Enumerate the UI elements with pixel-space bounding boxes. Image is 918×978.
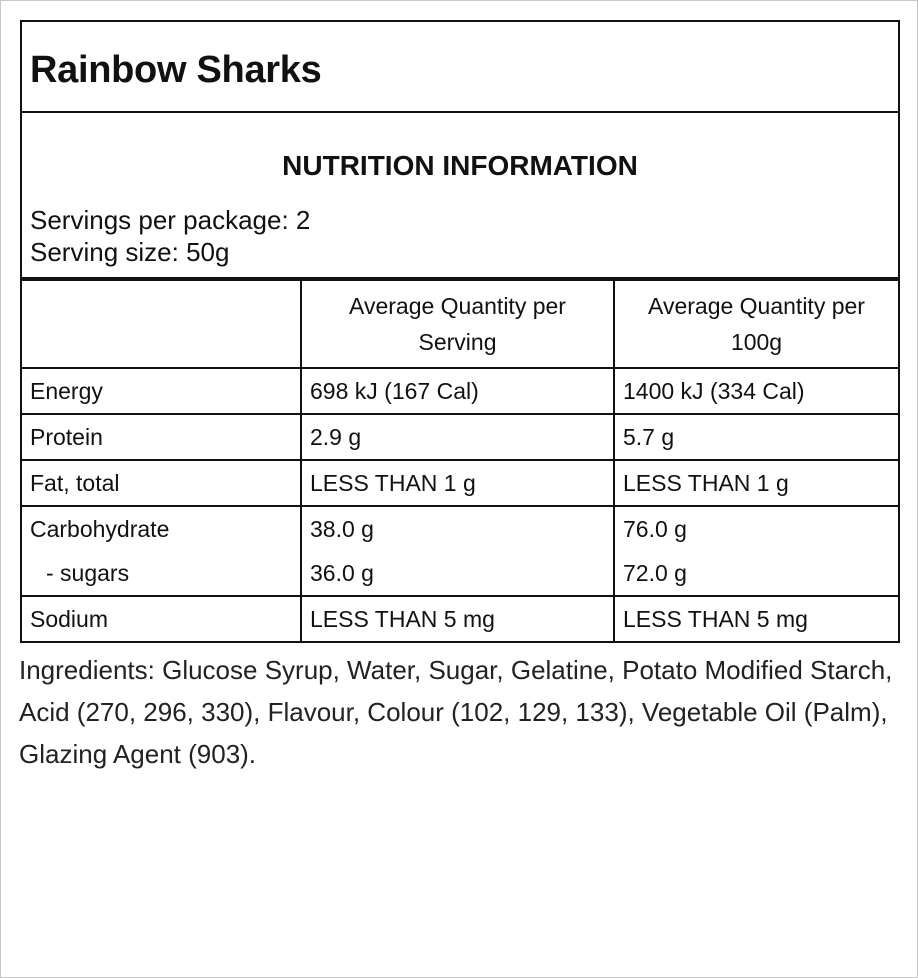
row-per-100g: 1400 kJ (334 Cal) [614,368,899,414]
servings-per-package: Servings per package: 2 [30,205,311,235]
table-row-fat [21,460,899,506]
header-per-serving: Average Quantity per Serving [301,280,614,368]
row-label: Energy [21,368,301,414]
row-per-100g: LESS THAN 5 mg [614,596,899,642]
servings-block [30,204,310,268]
row-per-serving: 698 kJ (167 Cal) [301,368,614,414]
product-title: Rainbow Sharks [22,22,898,113]
header-per-100g: Average Quantity per 100g [614,280,899,368]
row-per-100g: 5.7 g [614,414,899,460]
row-per-serving: 38.0 g [310,516,374,542]
ingredients-text: Ingredients: Glucose Syrup, Water, Sugar, Gelatine, Potato Modified Starch, Acid (270, 296, 330), Flavour, Colour (102, 129, 133), Vegetable Oil (Palm), Glazing Agent (903). [19,655,893,769]
nutrition-header [22,113,898,279]
serving-size: Serving size: 50g [30,237,230,267]
row-label-group [21,506,301,596]
nutrition-title: NUTRITION INFORMATION [282,150,638,181]
row-per-serving: LESS THAN 5 mg [301,596,614,642]
table-row-energy [21,368,899,414]
row-per-100g: 76.0 g [623,516,687,542]
row-per-serving: LESS THAN 1 g [301,460,614,506]
row-per-100g: LESS THAN 1 g [614,460,899,506]
row-per-serving-sugars: 36.0 g [310,560,374,586]
nutrition-panel [20,20,900,643]
header-label-cell [21,280,301,368]
row-per-100g-sugars: 72.0 g [623,560,687,586]
table-row-carbohydrate [21,506,899,596]
nutrition-table [20,279,900,643]
table-row-sodium [21,596,899,642]
row-per-serving-group [301,506,614,596]
table-row-protein [21,414,899,460]
row-sublabel: - sugars [46,560,130,586]
table-header-row [21,280,899,368]
row-per-100g-group [614,506,899,596]
row-label: Carbohydrate [30,516,170,542]
row-label: Fat, total [21,460,301,506]
row-per-serving: 2.9 g [301,414,614,460]
row-label: Protein [21,414,301,460]
row-label: Sodium [21,596,301,642]
